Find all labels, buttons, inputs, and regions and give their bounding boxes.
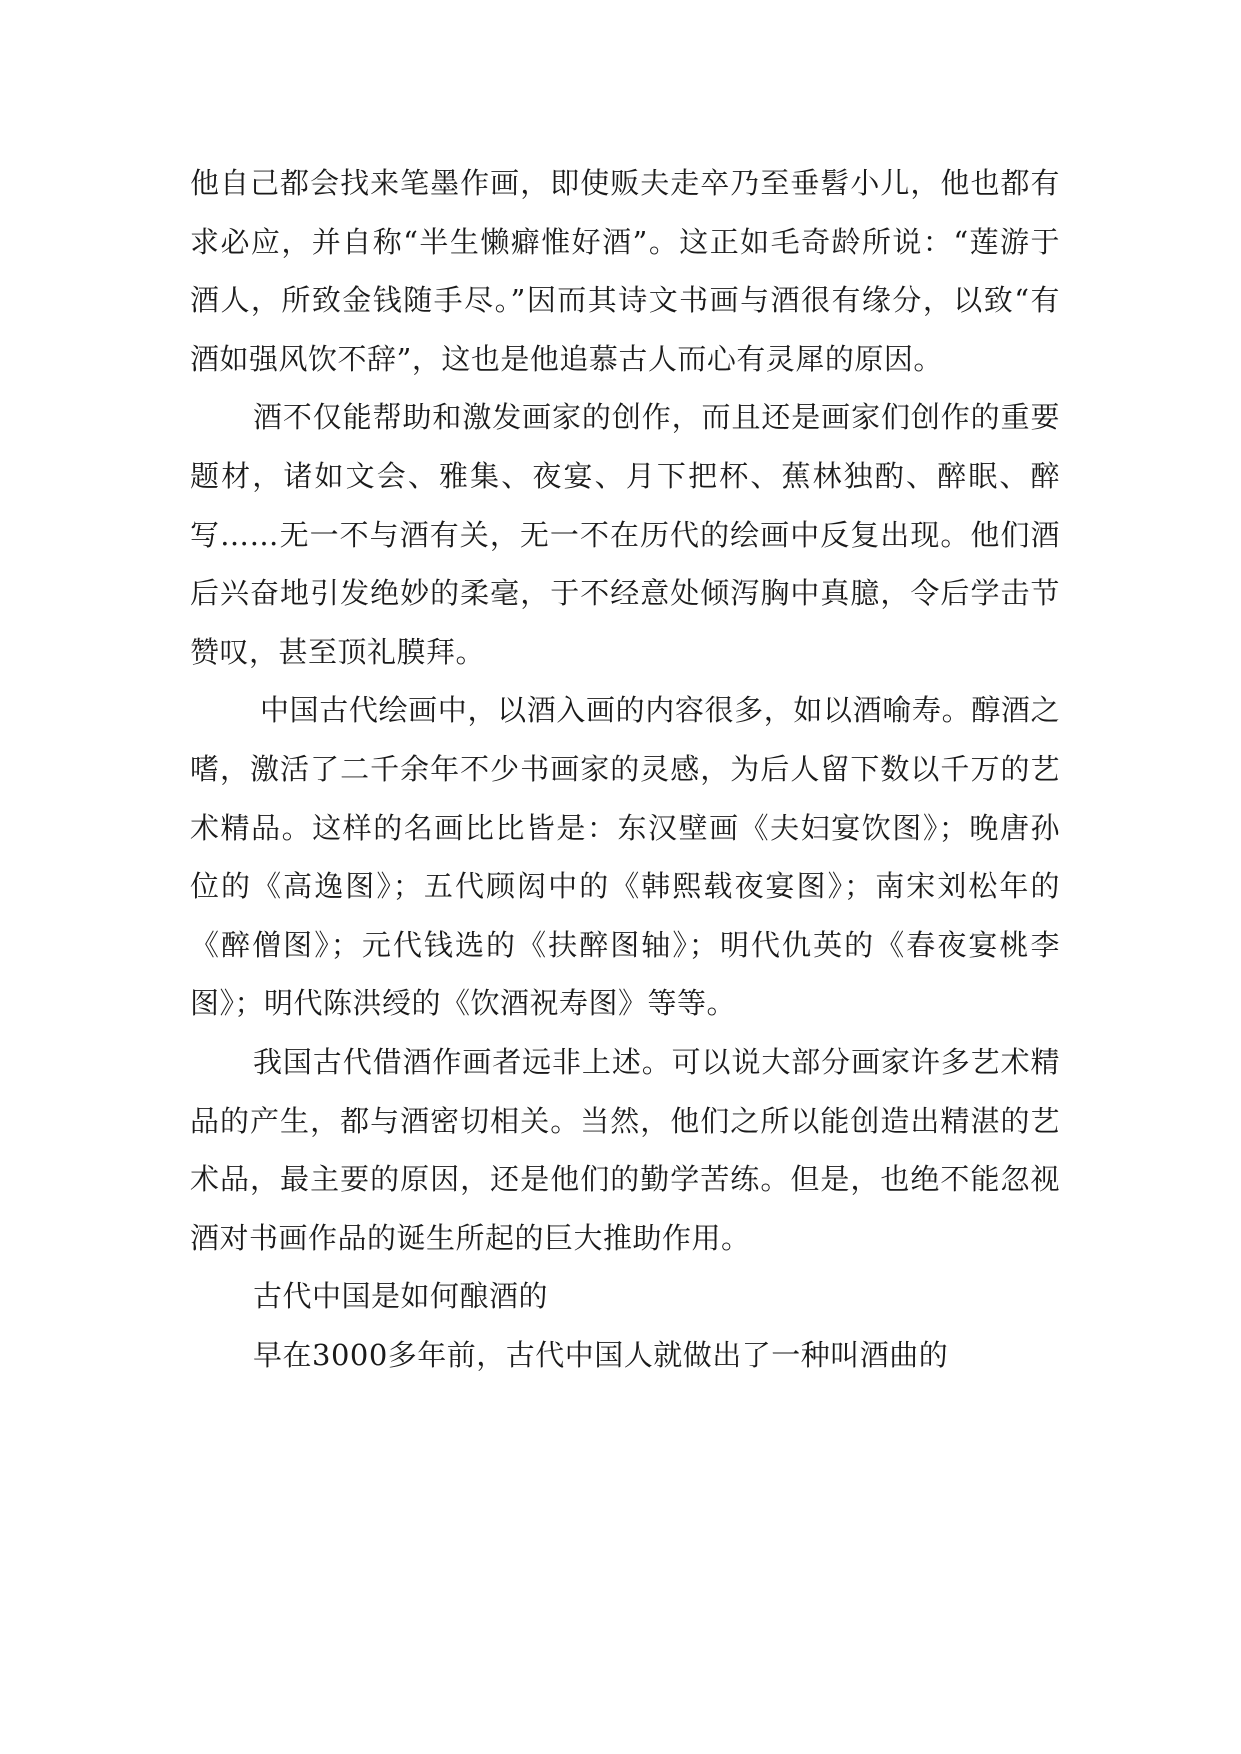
paragraph-continuation: 他自己都会找来笔墨作画，即使贩夫走卒乃至垂髫小儿，他也都有求必应，并自称“半生懒癖惟好酒”。这正如毛奇龄所说：“莲游于酒人，所致金钱随手尽。”因而其诗文书画与酒很有缘分，以致“有酒如强风饮不辞”，这也是他追慕古人而心有灵犀的原因。 — [190, 166, 1060, 376]
document-body — [190, 154, 1060, 1384]
section-heading: 古代中国是如何酿酒的 — [253, 1279, 549, 1314]
paragraph-wine-as-subject: 酒不仅能帮助和激发画家的创作，而且还是画家们创作的重要题材，诸如文会、雅集、夜宴、月下把杯、蕉林独酌、醉眠、醉写……无一不与酒有关，无一不在历代的绘画中反复出现。他们酒后兴奋地引发绝妙的柔毫，于不经意处倾泻胸中真臆，令后学击节赞叹，甚至顶礼膜拜。 — [190, 400, 1060, 669]
paragraph-famous-paintings: 中国古代绘画中，以酒入画的内容很多，如以酒喻寿。醇酒之嗜，激活了二千余年不少书画家的灵感，为后人留下数以千万的艺术精品。这样的名画比比皆是：东汉壁画《夫妇宴饮图》；晚唐孙位的《高逸图》；五代顾闳中的《韩熙载夜宴图》；南宋刘松年的《醉僧图》；元代钱选的《扶醉图轴》；明代仇英的《春夜宴桃李图》；明代陈洪绶的《饮酒祝寿图》等等。 — [190, 693, 1060, 1021]
paragraph-brewing-intro: 早在3000多年前，古代中国人就做出了一种叫酒曲的 — [253, 1337, 949, 1372]
paragraph-conclusion: 我国古代借酒作画者远非上述。可以说大部分画家许多艺术精品的产生，都与酒密切相关。当然，他们之所以能创造出精湛的艺术品，最主要的原因，还是他们的勤学苦练。但是，也绝不能忽视酒对书画作品的诞生所起的巨大推助作用。 — [190, 1044, 1060, 1255]
